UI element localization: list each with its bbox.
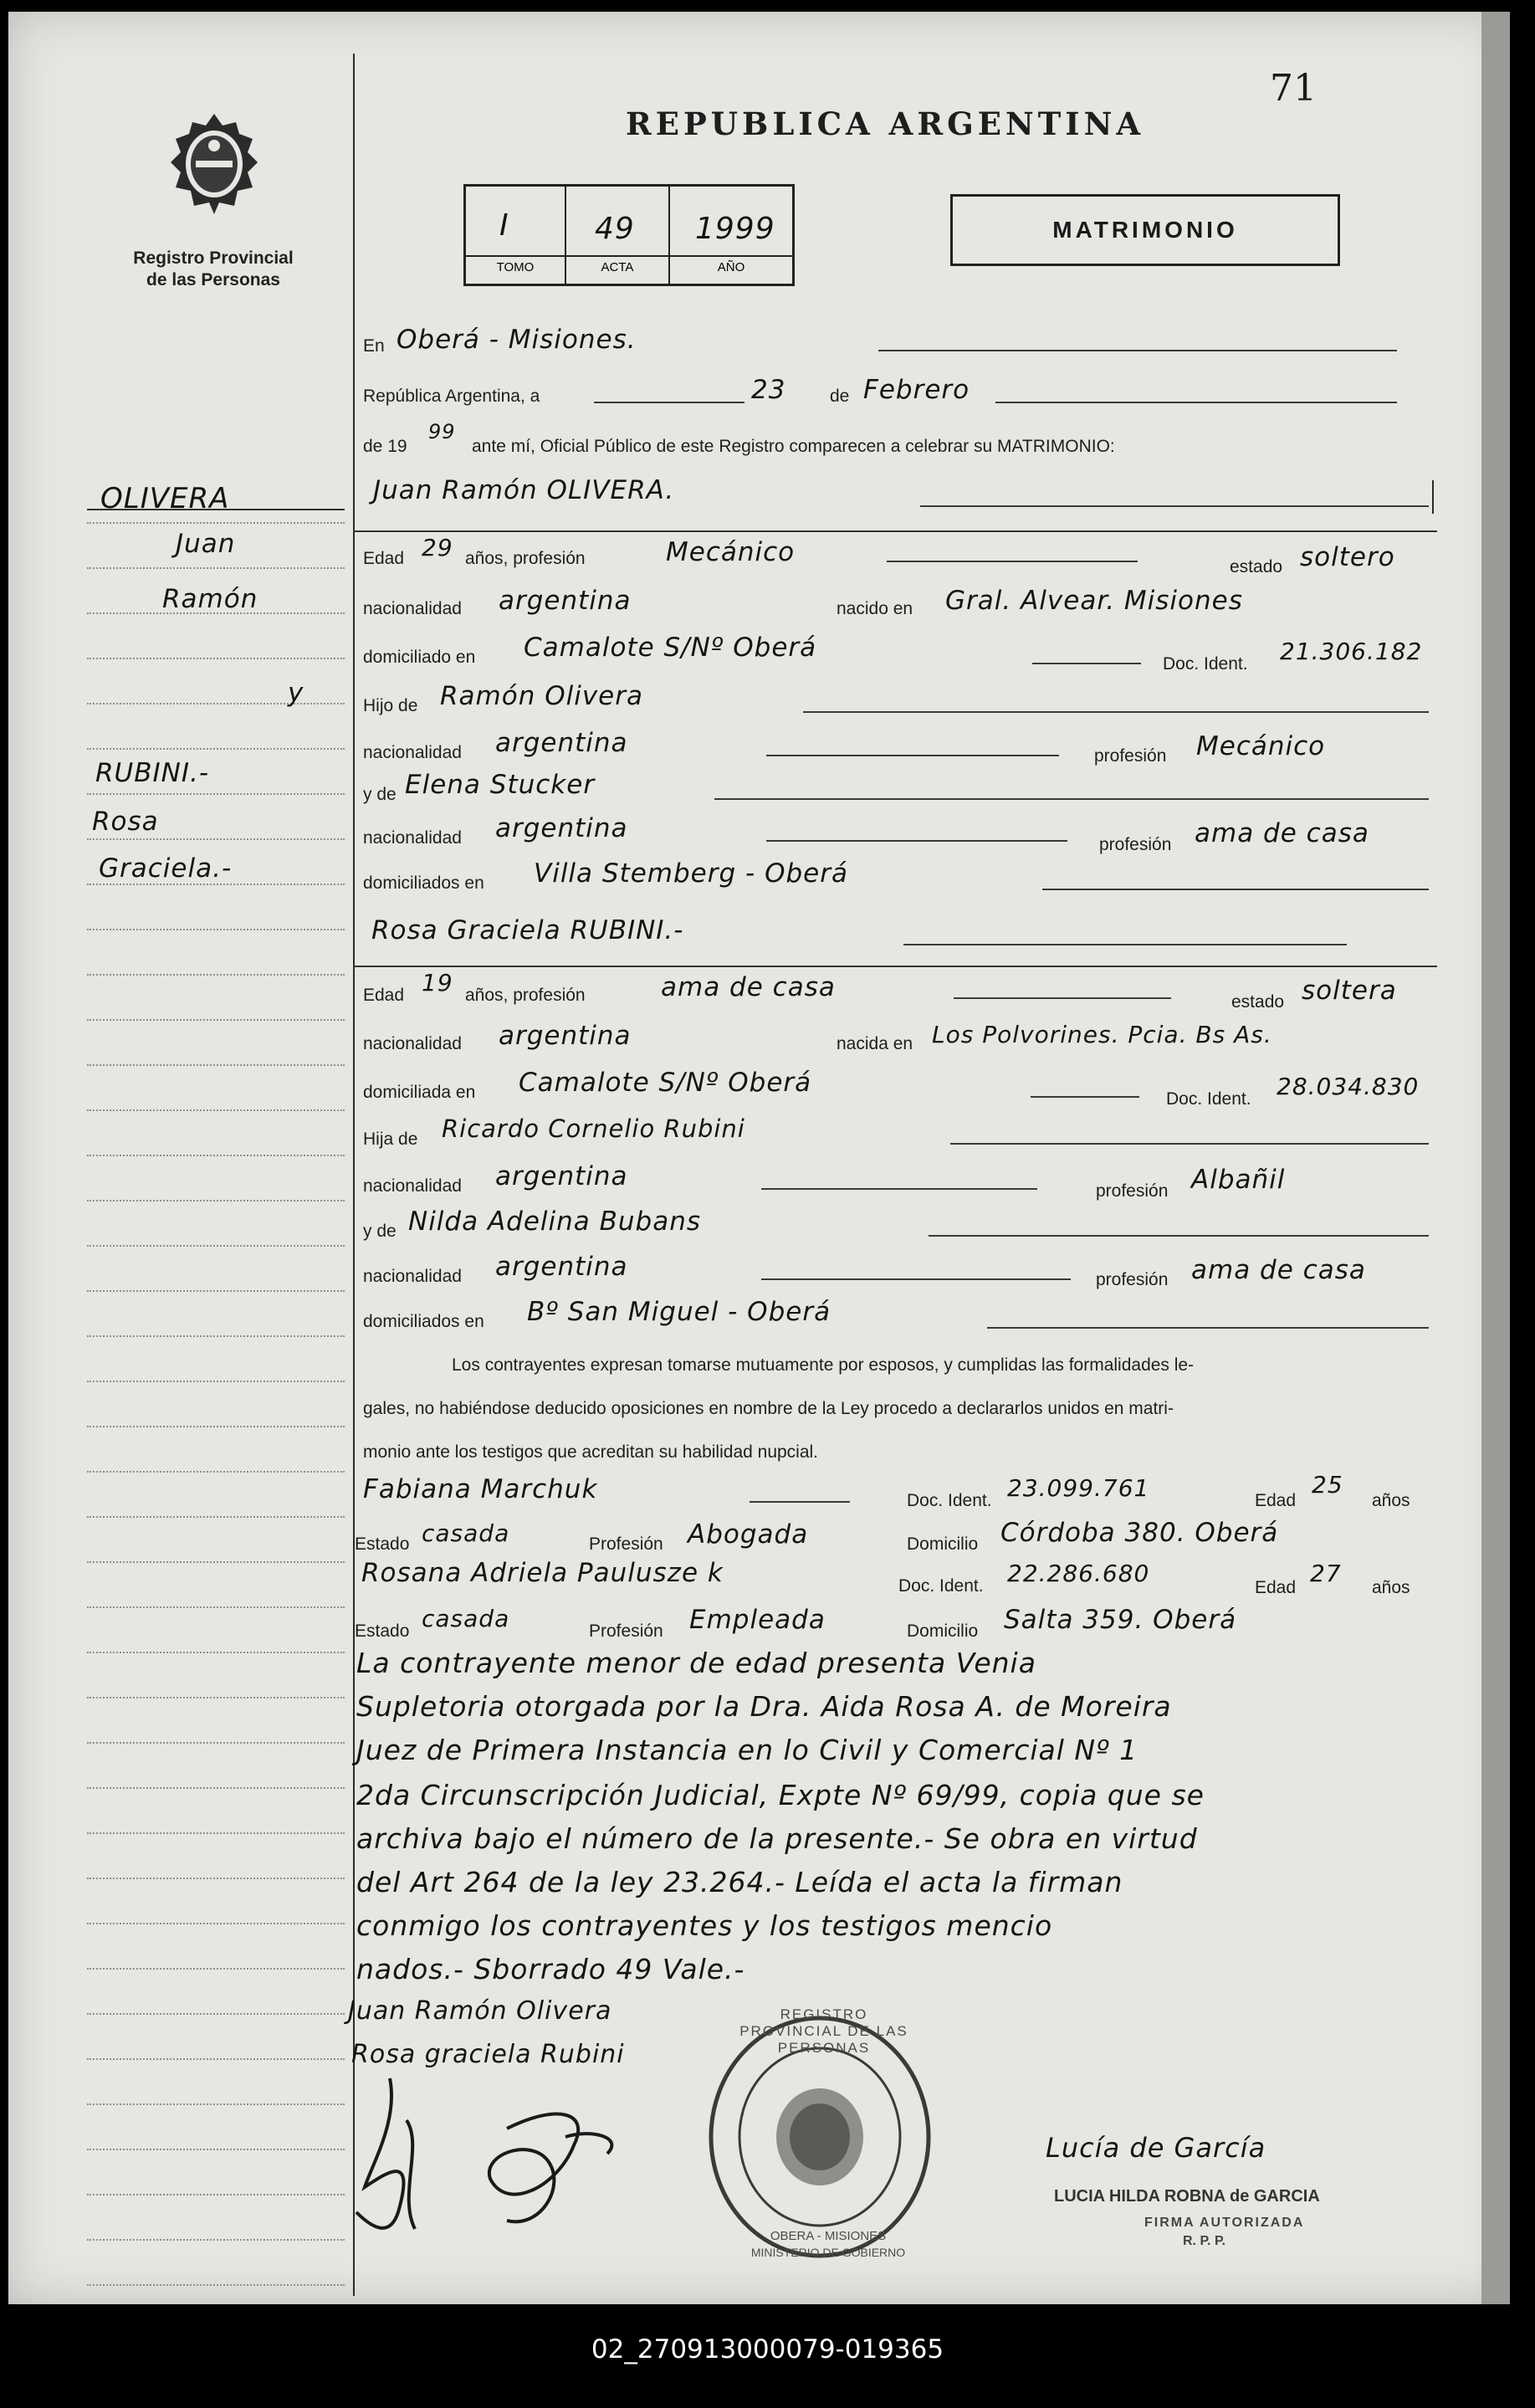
officer-name: LUCIA HILDA ROBNA de GARCIA bbox=[1054, 2187, 1320, 2206]
witness1-profession: Abogada bbox=[688, 1519, 809, 1550]
witness2-anos-label: años bbox=[1372, 1578, 1410, 1597]
groom-address: Camalote S/Nº Oberá bbox=[524, 633, 817, 663]
note-line-6: del Art 264 de la ley 23.264.- Leída el acta la firman bbox=[356, 1866, 1123, 1898]
witness1-anos-label: años bbox=[1372, 1491, 1410, 1510]
republica-label: República Argentina, a bbox=[363, 387, 540, 406]
bride-nacida-label: nacida en bbox=[837, 1034, 913, 1053]
witness1-address: Córdoba 380. Oberá bbox=[1000, 1518, 1279, 1548]
groom-hijo-label: Hijo de bbox=[363, 696, 418, 715]
bride-parents-address: Bº San Miguel - Oberá bbox=[527, 1297, 831, 1327]
stamp-bottom-text: OBERA - MISIONES bbox=[770, 2229, 887, 2243]
groom-nacionalidad-label: nacionalidad bbox=[363, 599, 462, 618]
bride-nationality: argentina bbox=[499, 1021, 632, 1051]
bride-doc-label: Doc. Ident. bbox=[1166, 1089, 1251, 1109]
groom-father: Ramón Olivera bbox=[440, 681, 643, 711]
groom-nationality: argentina bbox=[499, 586, 632, 616]
note-line-3: Juez de Primera Instancia en lo Civil y Comercial Nº 1 bbox=[356, 1734, 1138, 1766]
witness2-estado: casada bbox=[422, 1605, 510, 1632]
bride-father-nat: argentina bbox=[495, 1161, 628, 1191]
bride-doc: 28.034.830 bbox=[1277, 1073, 1420, 1100]
groom-profesion-label: años, profesión bbox=[465, 549, 586, 568]
groom-edad-label: Edad bbox=[363, 549, 405, 568]
note-line-7: conmigo los contrayentes y los testigos mencio bbox=[356, 1909, 1053, 1942]
witness2-estado-label: Estado bbox=[355, 1622, 410, 1641]
bride-edad-label: Edad bbox=[363, 986, 405, 1005]
groom-father-prof-label: profesión bbox=[1094, 746, 1167, 766]
registry-line-1: Registro Provincial bbox=[133, 248, 294, 268]
place-value: Oberá - Misiones. bbox=[397, 325, 637, 355]
country-title: REPUBLICA ARGENTINA bbox=[626, 105, 1145, 142]
declaration-line-3: monio ante los testigos que acreditan su habilidad nupcial. bbox=[363, 1442, 819, 1462]
bride-estado-label: estado bbox=[1231, 992, 1285, 1012]
ano-value: 1999 bbox=[695, 212, 775, 246]
groom-mother-nat-label: nacionalidad bbox=[363, 828, 462, 848]
groom-nacido-label: nacido en bbox=[837, 599, 913, 618]
acta-label: ACTA bbox=[601, 260, 634, 274]
margin-name-groom-2: Ramón bbox=[162, 584, 258, 614]
bride-nacionalidad-label: nacionalidad bbox=[363, 1034, 462, 1053]
bride-profesion-label: años, profesión bbox=[465, 986, 586, 1005]
bride-father-prof-label: profesión bbox=[1096, 1181, 1169, 1201]
groom-name: Juan Ramón OLIVERA. bbox=[373, 475, 675, 505]
groom-mother: Elena Stucker bbox=[405, 770, 596, 800]
bride-mother-prof-label: profesión bbox=[1096, 1270, 1169, 1289]
bride-mother: Nilda Adelina Bubans bbox=[408, 1207, 702, 1237]
witness1-edad-label: Edad bbox=[1255, 1491, 1297, 1510]
bride-profession: ama de casa bbox=[661, 972, 836, 1002]
page-number: 71 bbox=[1270, 67, 1317, 110]
groom-domicilio-label: domiciliado en bbox=[363, 648, 476, 667]
margin-surname-bride: RUBINI.- bbox=[95, 758, 210, 788]
bride-estado: soltera bbox=[1302, 976, 1397, 1006]
note-line-8: nados.- Sborrado 49 Vale.- bbox=[356, 1953, 745, 1985]
groom-mother-prof: ama de casa bbox=[1195, 818, 1369, 848]
note-line-4: 2da Circunscripción Judicial, Expte Nº 69/99, copia que se bbox=[356, 1779, 1205, 1811]
intro-statement: ante mí, Oficial Público de este Registro comparecen a celebrar su MATRIMONIO: bbox=[472, 437, 1115, 456]
bride-address: Camalote S/Nº Oberá bbox=[519, 1068, 812, 1098]
bride-mother-nat: argentina bbox=[495, 1252, 628, 1282]
year-suffix: 99 bbox=[428, 420, 456, 443]
officer-rpp: R. P. P. bbox=[1183, 2234, 1225, 2248]
margin-name-bride-1: Rosa bbox=[92, 807, 159, 837]
bride-mother-nat-label: nacionalidad bbox=[363, 1267, 462, 1286]
tomo-label: TOMO bbox=[496, 260, 535, 274]
witness2-profesion-label: Profesión bbox=[589, 1622, 663, 1641]
bride-domicilio-label: domiciliada en bbox=[363, 1083, 476, 1102]
tomo-value: I bbox=[499, 208, 509, 243]
witness1-estado-label: Estado bbox=[355, 1534, 410, 1554]
groom-parents-dom-label: domiciliados en bbox=[363, 874, 484, 893]
note-line-1: La contrayente menor de edad presenta Venia bbox=[356, 1647, 1036, 1679]
bride-age: 19 bbox=[422, 969, 453, 997]
groom-father-nat-label: nacionalidad bbox=[363, 743, 462, 762]
officer-signature: Lucía de García bbox=[1046, 2132, 1266, 2164]
witness2-domicilio-label: Domicilio bbox=[907, 1622, 979, 1641]
witness2-profession: Empleada bbox=[689, 1605, 826, 1635]
acta-value: 49 bbox=[595, 212, 635, 246]
witness1-doc-label: Doc. Ident. bbox=[907, 1491, 992, 1510]
witness1-estado: casada bbox=[422, 1519, 510, 1547]
witness1-name: Fabiana Marchuk bbox=[363, 1474, 598, 1504]
groom-signature: Juan Ramón Olivera bbox=[348, 1996, 612, 2026]
ano-label: AÑO bbox=[717, 260, 745, 274]
groom-doc: 21.306.182 bbox=[1280, 638, 1423, 665]
book-spine bbox=[1481, 12, 1510, 2304]
bride-father-prof: Albañil bbox=[1191, 1165, 1286, 1195]
margin-surname-groom: OLIVERA bbox=[100, 482, 230, 515]
stamp-ministry: MINISTERIO DE GOBIERNO bbox=[750, 2246, 906, 2259]
register-page bbox=[8, 12, 1510, 2304]
bride-father-nat-label: nacionalidad bbox=[363, 1176, 462, 1196]
bride-father: Ricardo Cornelio Rubini bbox=[442, 1114, 745, 1143]
groom-father-nat: argentina bbox=[495, 728, 628, 758]
witness2-doc: 22.286.680 bbox=[1007, 1560, 1150, 1587]
bride-hija-label: Hija de bbox=[363, 1130, 418, 1149]
day-value: 23 bbox=[751, 375, 786, 405]
groom-y-de-label: y de bbox=[363, 785, 397, 804]
bride-y-de-label: y de bbox=[363, 1222, 397, 1241]
groom-mother-nat: argentina bbox=[495, 813, 628, 843]
groom-parents-address: Villa Stemberg - Oberá bbox=[534, 858, 848, 889]
witness2-name: Rosana Adriela Paulusze k bbox=[361, 1558, 724, 1588]
matrimonio-label: MATRIMONIO bbox=[950, 194, 1340, 266]
de-label: de bbox=[830, 387, 850, 406]
month-value: Febrero bbox=[863, 375, 970, 405]
witness1-profesion-label: Profesión bbox=[589, 1534, 663, 1554]
margin-name-bride-2: Graciela.- bbox=[99, 853, 233, 884]
declaration-line-1: Los contrayentes expresan tomarse mutuamente por esposos, y cumplidas las formalidades le- bbox=[452, 1355, 1195, 1375]
groom-estado-label: estado bbox=[1230, 557, 1283, 576]
bride-mother-prof: ama de casa bbox=[1191, 1255, 1366, 1285]
groom-father-prof: Mecánico bbox=[1196, 731, 1326, 761]
en-label: En bbox=[363, 336, 385, 356]
groom-mother-prof-label: profesión bbox=[1099, 835, 1172, 854]
witness2-address: Salta 359. Oberá bbox=[1004, 1605, 1237, 1635]
witness2-doc-label: Doc. Ident. bbox=[898, 1576, 984, 1596]
stamp-outer-text: REGISTRO PROVINCIAL DE LAS PERSONAS bbox=[739, 2006, 908, 2056]
witness-signatures bbox=[340, 2070, 691, 2254]
witness1-age: 25 bbox=[1312, 1471, 1343, 1499]
emblem-icon bbox=[164, 110, 264, 219]
note-line-5: archiva bajo el número de la presente.- Se obra en virtud bbox=[356, 1822, 1198, 1855]
bride-name: Rosa Graciela RUBINI.- bbox=[371, 915, 684, 945]
bride-signature: Rosa graciela Rubini bbox=[351, 2040, 625, 2069]
groom-doc-label: Doc. Ident. bbox=[1163, 654, 1248, 674]
year-prefix: de 19 bbox=[363, 437, 407, 456]
witness1-doc: 23.099.761 bbox=[1007, 1474, 1150, 1502]
groom-estado: soltero bbox=[1300, 542, 1395, 572]
witness1-domicilio-label: Domicilio bbox=[907, 1534, 979, 1554]
groom-birthplace: Gral. Alvear. Misiones bbox=[945, 586, 1243, 616]
bride-birthplace: Los Polvorines. Pcia. Bs As. bbox=[932, 1021, 1272, 1048]
groom-age: 29 bbox=[422, 534, 453, 561]
margin-name-groom-1: Juan bbox=[176, 529, 236, 559]
reference-box bbox=[463, 184, 795, 286]
groom-profession: Mecánico bbox=[666, 537, 796, 567]
officer-title: FIRMA AUTORIZADA bbox=[1144, 2216, 1305, 2230]
witness2-age: 27 bbox=[1310, 1560, 1342, 1587]
note-line-2: Supletoria otorgada por la Dra. Aida Rosa A. de Moreira bbox=[356, 1690, 1172, 1723]
document-code: 02_270913000079-019365 bbox=[591, 2334, 944, 2364]
registry-line-2: de las Personas bbox=[146, 270, 280, 289]
witness2-edad-label: Edad bbox=[1255, 1578, 1297, 1597]
declaration-line-2: gales, no habiéndose deducido oposiciones en nombre de la Ley procedo a declararlos unidos en matri- bbox=[363, 1399, 1174, 1418]
bride-parents-dom-label: domiciliados en bbox=[363, 1312, 484, 1331]
margin-conjunction: y bbox=[288, 678, 304, 708]
